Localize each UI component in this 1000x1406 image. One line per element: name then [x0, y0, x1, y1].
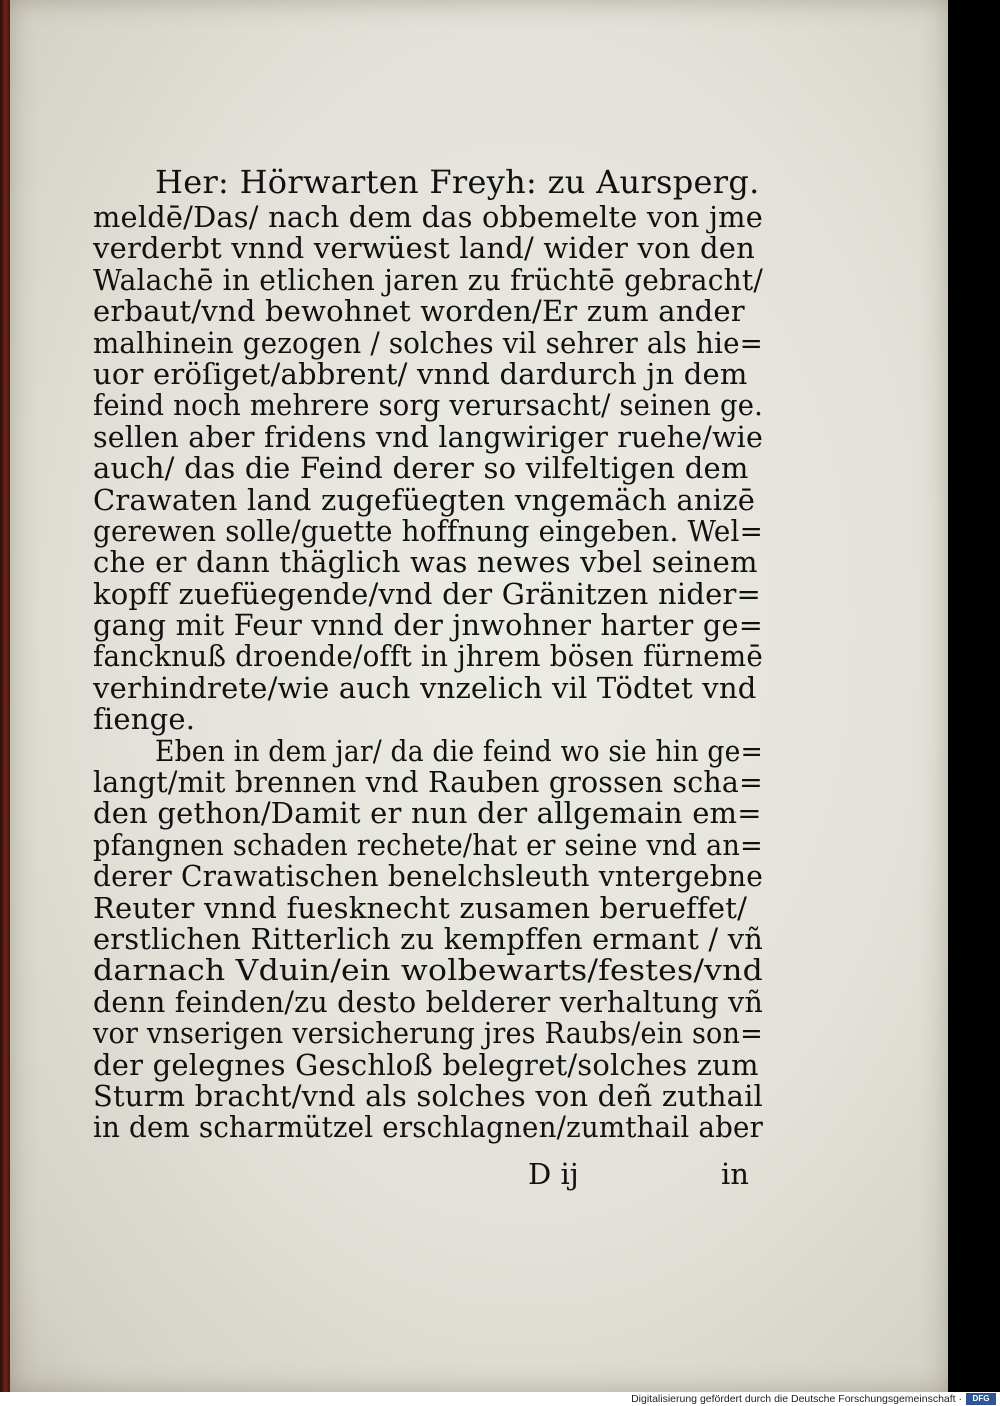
text-line: Walachē in etlichen jaren zu früchtē gebracht/: [93, 262, 763, 297]
text-line: Crawaten land zugefüegten vngemäch anizē: [93, 482, 756, 517]
attribution-text: Digitalisierung gefördert durch die Deutsche Forschungsgemeinschaft ·: [631, 1393, 962, 1405]
text-line: auch/ das die Feind derer so vilfeltigen dem: [93, 451, 749, 486]
text-line: der gelegnes Geschloß belegret/solches zum: [93, 1047, 759, 1082]
running-head: Her: Hörwarten Freyh: zu Aursperg.: [155, 163, 760, 201]
text-line: gerewen solle/guette hoffnung eingeben. Wel=: [93, 513, 763, 548]
attribution-bar: [0, 1392, 1000, 1406]
text-line: darnach Vduin/ein wolbewarts/festes/vnd: [93, 953, 763, 988]
text-line: feind noch mehrere sorg verursacht/ seinen ge.: [93, 388, 763, 423]
text-line: fancknuß droende/offt in jhrem bösen fürnemē: [93, 639, 763, 674]
paragraph-start-line: Eben in dem jar/ da die feind wo sie hin ge=: [155, 733, 763, 768]
text-line: kopff zuefüegende/vnd der Gränitzen nider=: [93, 576, 762, 611]
text-line: in dem scharmützel erschlagnen/zumthail aber: [93, 1110, 763, 1145]
text-line: denn feinden/zu desto belderer verhaltung vñ: [93, 984, 763, 1019]
dfg-logo: DFG: [966, 1393, 996, 1405]
text-line: che er dann thäglich was newes vbel seinem: [93, 545, 758, 580]
text-line: sellen aber fridens vnd langwiriger ruehe/wie: [93, 419, 763, 454]
text-line: den gethon/Damit er nun der allgemain em=: [93, 796, 762, 831]
text-line: erbaut/vnd bewohnet worden/Er zum ander: [93, 294, 745, 329]
text-line: meldē/Das/ nach dem das obbemelte von jme: [93, 200, 763, 234]
text-line: gang mit Feur vnnd der jnwohner harter ge=: [93, 608, 763, 643]
catchword: in: [721, 1157, 749, 1191]
signature-mark: D ij: [528, 1157, 579, 1191]
book-page: [10, 0, 948, 1392]
text-line: uor eröſiget/abbrent/ vnnd dardurch jn dem: [93, 356, 748, 391]
text-line: malhinein gezogen / solches vil sehrer als hie=: [93, 325, 763, 360]
text-line: verderbt vnnd verwüest land/ wider von den: [93, 231, 756, 266]
text-line: derer Crawatischen benelchsleuth vntergebne: [93, 859, 763, 894]
text-line: Reuter vnnd fuesknecht zusamen berueffet/: [93, 890, 748, 925]
text-line: verhindrete/wie auch vnzelich vil Tödtet vnd: [93, 670, 757, 705]
text-line: vor vnserigen versicherung jres Raubs/ein son=: [93, 1016, 763, 1051]
text-line: pfangnen schaden rechete/hat er seine vnd an=: [93, 827, 763, 862]
page-footer: [93, 1158, 763, 1190]
text-line: langt/mit brennen vnd Rauben grossen scha=: [93, 765, 763, 800]
text-line: erstlichen Ritterlich zu kempffen ermant / vñ: [93, 921, 763, 956]
text-line: fienge.: [93, 702, 196, 737]
text-line: Sturm bracht/vnd als solches von deñ zuthail: [93, 1078, 763, 1113]
text-block: [93, 162, 763, 1144]
